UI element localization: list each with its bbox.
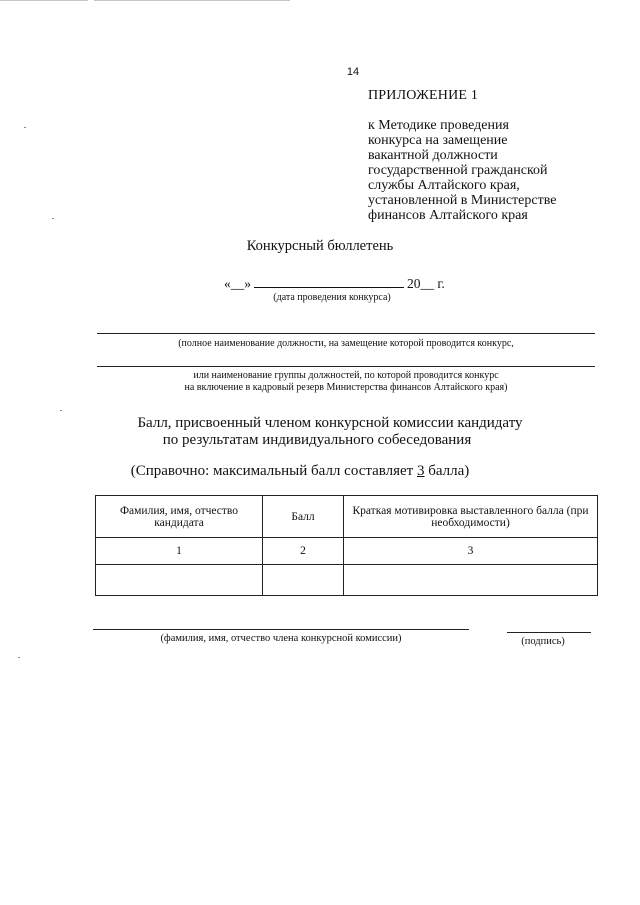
page-number: 14	[346, 66, 360, 78]
score-cell[interactable]	[263, 565, 344, 596]
group-caption-1: или наименование группы должностей, по которой проводится конкурс	[193, 370, 499, 381]
appendix-line: к Методике проведения	[368, 118, 509, 133]
table-number-row	[96, 538, 598, 565]
date-row	[224, 275, 445, 292]
appendix-title: ПРИЛОЖЕНИЕ 1	[368, 88, 479, 103]
group-name-line[interactable]	[97, 366, 595, 367]
appendix-block	[368, 88, 556, 223]
appendix-line: конкурса на замещение	[368, 133, 508, 148]
date-year-field[interactable]: 20__ г.	[407, 276, 445, 291]
table-number-cell: 3	[344, 538, 598, 565]
table-header-row	[96, 496, 598, 538]
score-heading-1: Балл, присвоенный членом конкурсной комиссии кандидату	[137, 415, 523, 431]
date-caption: (дата проведения конкурса)	[273, 292, 391, 303]
scan-speck	[60, 410, 62, 411]
reference-note	[0, 462, 620, 480]
ballot-title: Конкурсный бюллетень	[246, 238, 394, 254]
member-name-line[interactable]	[93, 629, 469, 630]
date-day-field[interactable]: «__»	[224, 276, 251, 291]
member-name-caption: (фамилия, имя, отчество члена конкурсной комиссии)	[160, 633, 402, 644]
table-header-motivation: Краткая мотивировка выставленного балла (при необходимости)	[344, 496, 598, 538]
scan-speck	[52, 218, 54, 219]
table-number-cell: 2	[263, 538, 344, 565]
appendix-line: финансов Алтайского края	[368, 208, 528, 223]
score-heading-2: по результатам индивидуального собеседования	[162, 432, 472, 448]
position-caption: (полное наименование должности, на замещение которой проводится конкурс,	[178, 338, 514, 349]
table-number-cell: 1	[96, 538, 263, 565]
appendix-line: установленной в Министерстве	[368, 193, 557, 208]
motivation-cell[interactable]	[344, 565, 598, 596]
scan-speck	[24, 127, 26, 128]
table-row[interactable]	[96, 565, 598, 596]
date-month-field[interactable]	[254, 275, 404, 288]
score-table	[95, 495, 598, 596]
appendix-line: вакантной должности	[368, 148, 498, 163]
reference-note-before: (Справочно: максимальный балл составляет	[130, 463, 417, 479]
position-name-line[interactable]	[97, 333, 595, 334]
candidate-name-cell[interactable]	[96, 565, 263, 596]
reference-note-after: балла)	[424, 463, 470, 479]
top-edge-line-right	[94, 0, 290, 1]
scan-speck	[18, 657, 20, 658]
signature-caption: (подпись)	[521, 636, 565, 647]
appendix-line: государственной гражданской	[368, 163, 548, 178]
signature-line[interactable]	[507, 632, 591, 633]
appendix-line: службы Алтайского края,	[368, 178, 520, 193]
top-edge-line-left	[0, 0, 88, 1]
reference-note-number: 3	[416, 463, 425, 479]
group-caption-2: на включение в кадровый резерв Министерства финансов Алтайского края)	[184, 382, 508, 393]
table-header-score: Балл	[263, 496, 344, 538]
table-header-candidate: Фамилия, имя, отчество кандидата	[96, 496, 263, 538]
